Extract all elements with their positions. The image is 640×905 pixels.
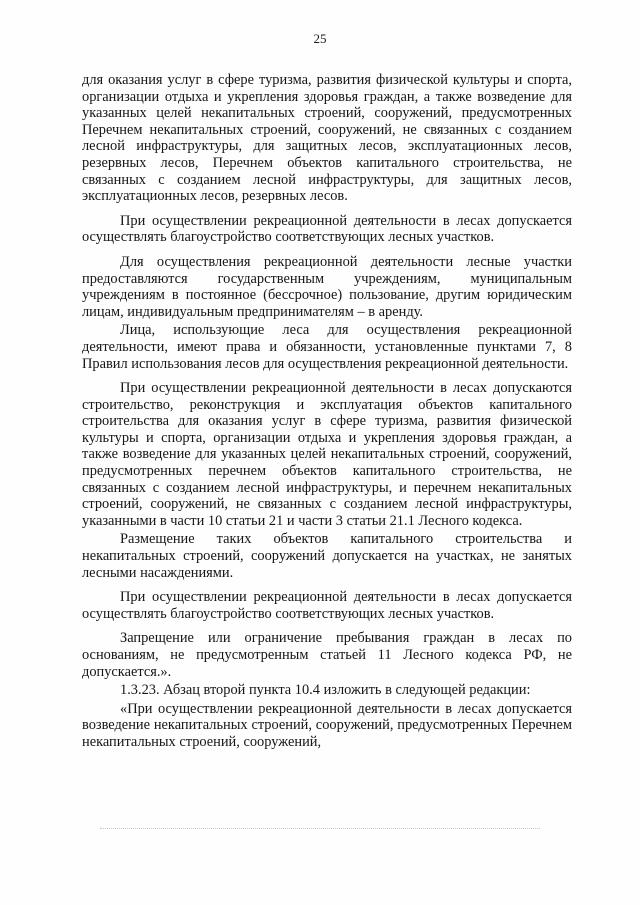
paragraph: При осуществлении рекреационной деятельности в лесах допускается осуществлять благоустройство соответствующих лесных участков.	[82, 589, 572, 622]
paragraph: При осуществлении рекреационной деятельности в лесах допускается осуществлять благоустройство соответствующих лесных участков.	[82, 212, 572, 246]
paragraph: Размещение таких объектов капитального строительства и некапитальных строений, сооружений допускается на участках, не занятых лесными насаждениями.	[82, 531, 572, 581]
paragraph: для оказания услуг в сфере туризма, развития физической культуры и спорта, организации отдыха и укрепления здоровья граждан, а также возведение для указанных целей некапитальных строений, сооружений, предусмотренных Перечнем некапитальных строений, сооружений, не связанных с созданием лесной инфраструктуры, для защитных лесов, эксплуатационных лесов, резервных лесов, Перечнем объектов капитального строительства, не связанных с созданием лесной инфраструктуры, для защитных лесов, эксплуатационных лесов, резервных лесов.	[82, 72, 572, 205]
paragraph: «При осуществлении рекреационной деятельности в лесах допускается возведение некапитальных строений, сооружений, предусмотренных Перечнем некапитальных строений, сооружений,	[82, 700, 572, 750]
paragraph: 1.3.23. Абзац второй пункта 10.4 изложить в следующей редакции:	[120, 682, 531, 699]
page-number: 25	[313, 31, 327, 46]
paragraph: Лица, использующие леса для осуществления рекреационной деятельности, имеют права и обязанности, установленные пунктами 7, 8 Правил использования лесов для осуществления рекреационной деятельности.	[82, 322, 572, 372]
paragraph: Для осуществления рекреационной деятельности лесные участки предоставляются государственным учреждениям, муниципальным учреждениям в постоянное (бессрочное) пользование, другим юридическим лицам, индивидуальным предпринимателям – в аренду.	[82, 253, 572, 320]
scan-edge-divider	[100, 828, 540, 830]
document-body	[82, 72, 572, 753]
paragraph: При осуществлении рекреационной деятельности в лесах допускаются строительство, реконструкция и эксплуатация объектов капитального строительства для оказания услуг в сфере туризма, развития физической культуры и спорта, организации отдыха и укрепления здоровья граждан, а также возведение для указанных целей некапитальных строений, сооружений, предусмотренных перечнем объектов капитального строительства, не связанных с созданием лесной инфраструктуры, и перечнем некапитальных строений, сооружений, не связанных с созданием лесной инфраструктуры, указанными в части 10 статьи 21 и части 3 статьи 21.1 Лесного кодекса.	[82, 380, 572, 529]
paragraph: Запрещение или ограничение пребывания граждан в лесах по основаниям, не предусмотренным статьей 11 Лесного кодекса РФ, не допускается.».	[82, 630, 572, 680]
